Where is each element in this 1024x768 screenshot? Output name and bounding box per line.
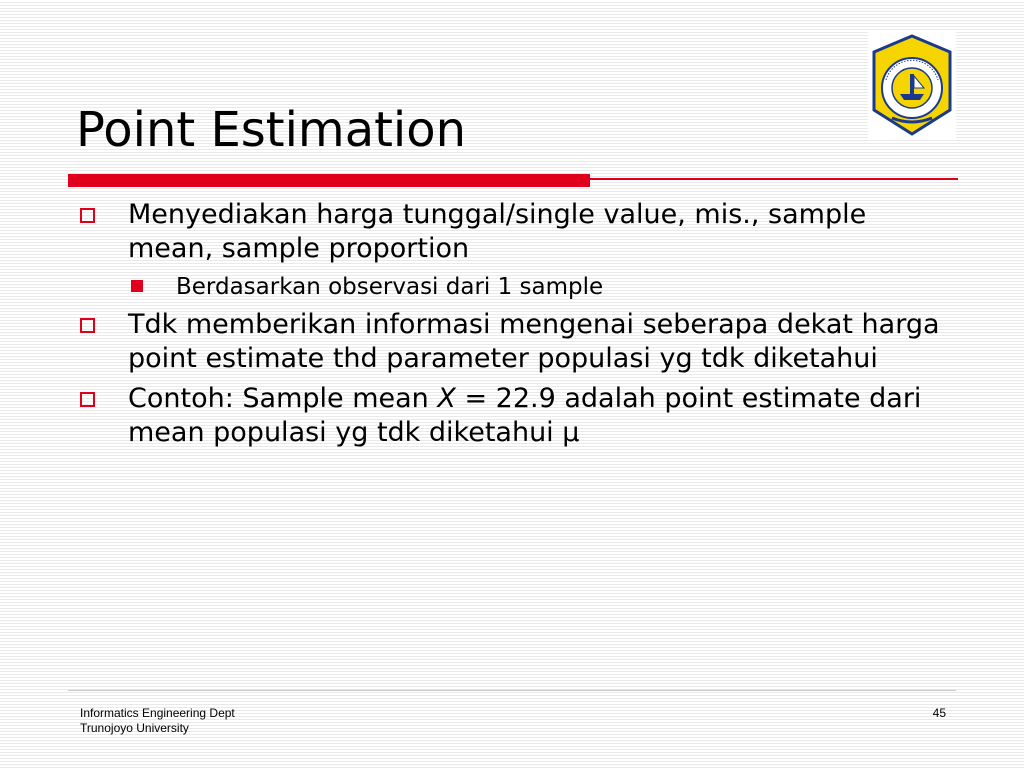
footer-divider bbox=[68, 690, 956, 691]
hollow-square-bullet-icon bbox=[80, 392, 95, 407]
sub-bullet-item bbox=[76, 272, 956, 302]
bullet-text-suffix: = 22.9 adalah point estimate dari mean populasi yg tdk diketahui μ bbox=[128, 383, 922, 448]
page-number: 45 bbox=[932, 706, 946, 720]
university-logo-icon bbox=[868, 30, 956, 140]
footer-institution bbox=[80, 706, 235, 736]
bullet-text: Tdk memberikan informasi mengenai seberapa dekat harga point estimate thd parameter populasi yg tdk diketahui bbox=[128, 309, 940, 374]
bullet-item bbox=[76, 382, 956, 450]
filled-square-bullet-icon bbox=[131, 280, 143, 292]
title-underline-thin bbox=[590, 178, 958, 180]
hollow-square-bullet-icon bbox=[80, 318, 95, 333]
bullet-text-prefix: Contoh: Sample mean bbox=[128, 383, 438, 414]
sub-bullet-text: Berdasarkan observasi dari 1 sample bbox=[176, 274, 604, 300]
bullet-item bbox=[76, 308, 956, 376]
variable-x: X bbox=[437, 383, 456, 414]
footer-university: Trunojoyo University bbox=[80, 721, 189, 735]
hollow-square-bullet-icon bbox=[80, 208, 95, 223]
bullet-item bbox=[76, 198, 956, 266]
slide-content bbox=[76, 198, 956, 456]
university-logo bbox=[868, 30, 956, 140]
bullet-text: Menyediakan harga tunggal/single value, mis., sample mean, sample proportion bbox=[128, 199, 867, 264]
footer-dept: Informatics Engineering Dept bbox=[80, 706, 235, 720]
slide-title: Point Estimation bbox=[76, 102, 467, 158]
title-underline-thick bbox=[68, 174, 590, 187]
